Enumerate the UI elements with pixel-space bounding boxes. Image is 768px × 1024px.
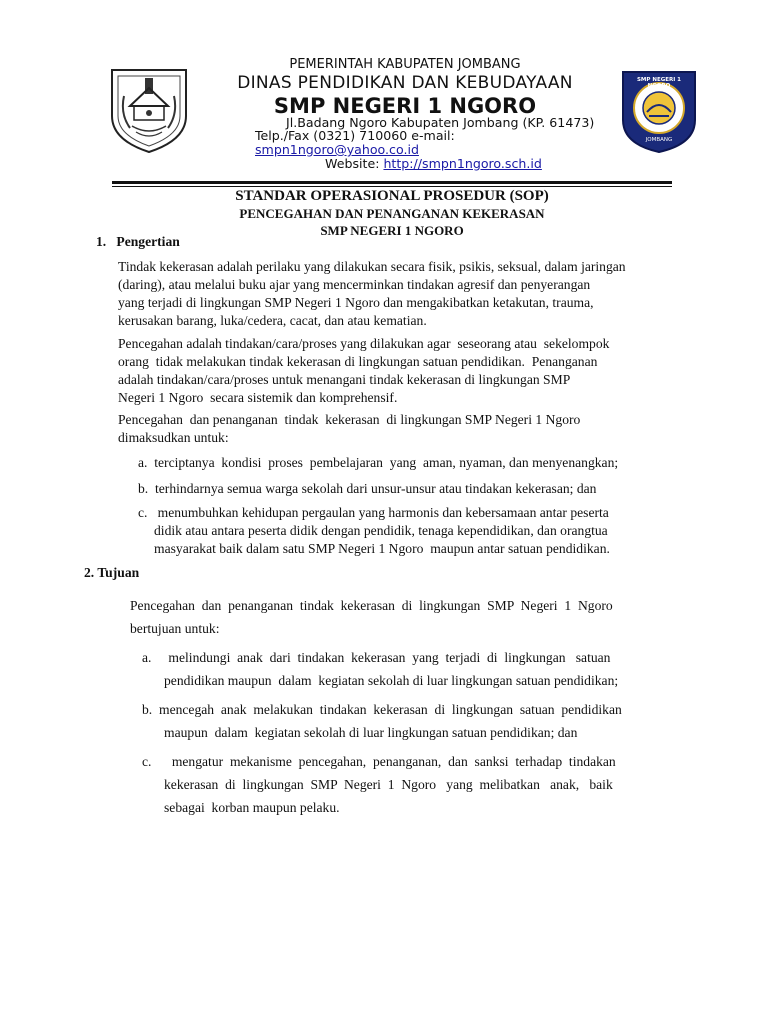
text-line: (daring), atau melalui buku ajar yang mencerminkan tindakan agresif dan penyerangan (118, 277, 591, 292)
section-1-item-b: b. terhindarnya semua warga sekolah dari unsur-unsur atau tindakan kekerasan; dan (138, 481, 597, 496)
text-line: Pencegahan dan penanganan tindak kekerasan di lingkungan SMP Negeri 1 Ngoro (118, 412, 581, 427)
section-1-item-a: a. terciptanya kondisi proses pembelajaran yang aman, nyaman, dan menyenangkan; (138, 455, 619, 470)
school-telp: Telp./Fax (0321) 710060 e-mail: (255, 128, 455, 143)
text-line: bertujuan untuk: (130, 621, 220, 636)
section-2-item-c (142, 750, 672, 819)
text-line: pendidikan maupun dalam kegiatan sekolah di luar lingkungan satuan pendidikan; (164, 673, 619, 688)
sop-school: SMP NEGERI 1 NGORO (320, 223, 464, 238)
website-line (325, 156, 542, 172)
section-2-item-a (142, 646, 672, 692)
dept-name: DINAS PENDIDIKAN DAN KEBUDAYAAN (237, 73, 573, 93)
badge-bottom-text: JOMBANG (645, 137, 673, 143)
text-line: maupun dalam kegiatan sekolah di luar lingkungan satuan pendidikan; dan (164, 725, 578, 740)
text-line: Pencegahan dan penanganan tindak kekerasan di lingkungan SMP Negeri 1 Ngoro (130, 598, 613, 613)
section-1-paragraph-3 (118, 411, 658, 447)
header-rule-thick (112, 181, 672, 184)
text-line: c. menumbuhkan kehidupan pergaulan yang harmonis dan kebersamaan antar peserta (138, 505, 609, 520)
text-line: didik atau antara peserta didik dengan pendidik, tenaga kependidikan, dan orangtua (154, 523, 608, 538)
text-line: dimaksudkan untuk: (118, 430, 229, 445)
website-label: Website: (325, 156, 384, 171)
text-line: yang terjadi di lingkungan SMP Negeri 1 Ngoro dan mengakibatkan ketakutan, trauma, (118, 295, 594, 310)
sop-title: STANDAR OPERASIONAL PROSEDUR (SOP) (235, 188, 549, 204)
text-line: sebagai korban maupun pelaku. (164, 800, 340, 815)
text-line: kerusakan barang, luka/cedera, cacat, dan atau kematian. (118, 313, 427, 328)
school-badge-logo (617, 68, 701, 154)
section-1-paragraph-1 (118, 258, 680, 330)
website-link[interactable]: http://smpn1ngoro.sch.id (383, 156, 542, 171)
text-line: masyarakat baik dalam satu SMP Negeri 1 Ngoro maupun antar satuan pendidikan. (154, 541, 610, 556)
email-link[interactable]: smpn1ngoro@yahoo.co.id (255, 142, 419, 157)
text-line: a. melindungi anak dari tindakan kekerasan yang terjadi di lingkungan satuan (142, 650, 611, 665)
school-address: Jl.Badang Ngoro Kabupaten Jombang (KP. 61473) (286, 115, 595, 130)
text-line: Pencegahan adalah tindakan/cara/proses yang dilakukan agar seseorang atau sekelompok (118, 336, 610, 351)
section-1-paragraph-2 (118, 335, 658, 407)
text-line: kekerasan di lingkungan SMP Negeri 1 Ngoro yang melibatkan anak, baik (164, 777, 613, 792)
text-line: orang tidak melakukan tindak kekerasan di lingkungan satuan pendidikan. Penanganan (118, 354, 598, 369)
section-1-heading: 1. Pengertian (96, 234, 180, 249)
text-line: c. mengatur mekanisme pencegahan, penanganan, dan sanksi terhadap tindakan (142, 754, 616, 769)
text-line: Tindak kekerasan adalah perilaku yang dilakukan secara fisik, psikis, seksual, dalam jaringan (118, 259, 626, 274)
badge-top-text: SMP NEGERI 1 NGORO (636, 77, 682, 89)
text-line: b. mencegah anak melakukan tindakan kekerasan di lingkungan satuan pendidikan (142, 702, 622, 717)
sop-subtitle: PENCEGAHAN DAN PENANGANAN KEKERASAN (239, 206, 545, 221)
text-line: adalah tindakan/cara/proses untuk menangani tindak kekerasan di lingkungan SMP (118, 372, 571, 387)
section-2-item-b (142, 698, 672, 744)
section-2-paragraph-1 (130, 594, 672, 640)
school-name: SMP NEGERI 1 NGORO (273, 94, 537, 118)
section-2-heading: 2. Tujuan (84, 565, 140, 580)
jombang-crest-logo (108, 66, 190, 154)
gov-name: PEMERINTAH KABUPATEN JOMBANG (289, 57, 521, 72)
section-1-item-c (138, 504, 678, 558)
text-line: Negeri 1 Ngoro secara sistemik dan komprehensif. (118, 390, 398, 405)
